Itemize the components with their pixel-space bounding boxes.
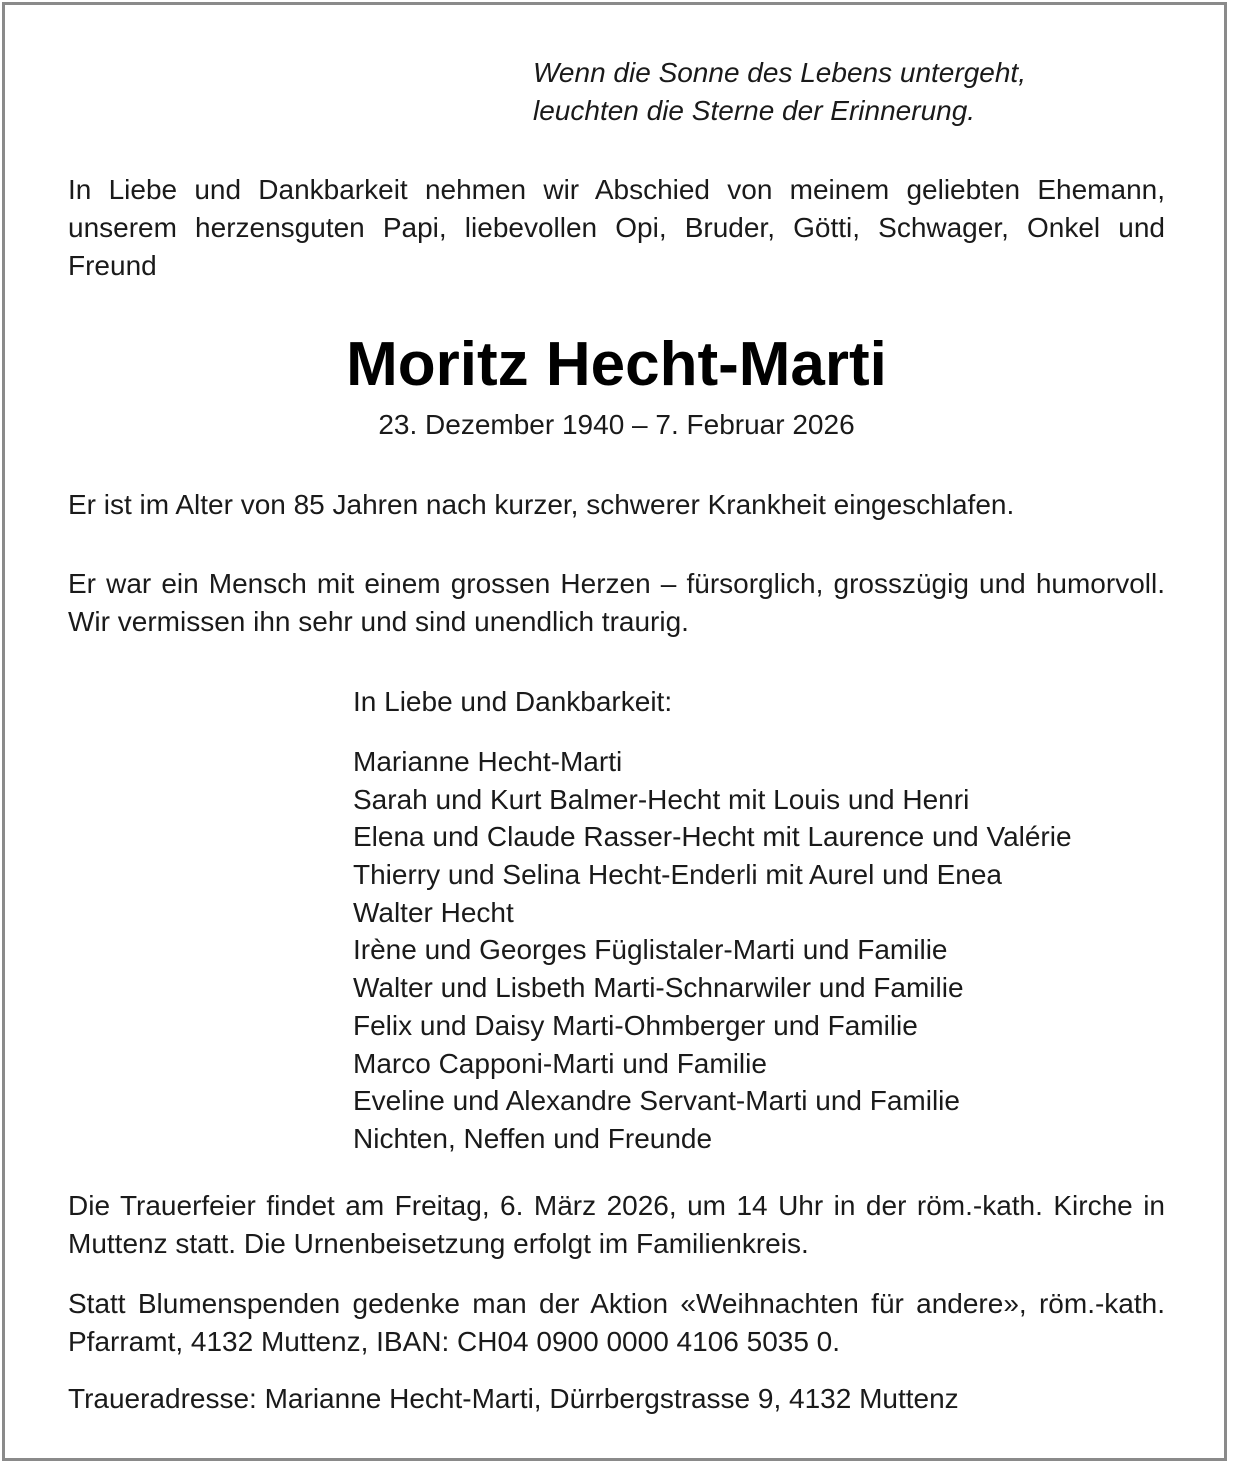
intro-text: In Liebe und Dankbarkeit nehmen wir Abschied von meinem geliebten Ehemann, unserem herzensguten Papi, liebevollen Opi, Bruder, Götti, Schwager, Onkel und Freund [68,174,1165,281]
motto-quote [533,54,1026,130]
mourning-address: Traueradresse: Marianne Hecht-Marti, Dürrbergstrasse 9, 4132 Muttenz [68,1383,959,1414]
family-member: Irène und Georges Füglistaler-Marti und Familie [353,934,948,966]
funeral-info: Die Trauerfeier findet am Freitag, 6. März 2026, um 14 Uhr in der röm.-kath. Kirche in Muttenz statt. Die Urnenbeisetzung erfolgt im Familienkreis. [68,1190,1165,1259]
motto-line: leuchten die Sterne der Erinnerung. [533,95,976,126]
donation-info: Statt Blumenspenden gedenke man der Aktion «Weihnachten für andere», röm.-kath. Pfarramt, 4132 Muttenz, IBAN: CH04 0900 0000 4106 5035 0. [68,1288,1165,1357]
age-statement: Er ist im Alter von 85 Jahren nach kurzer, schwerer Krankheit eingeschlafen. [68,489,1015,520]
motto-line: Wenn die Sonne des Lebens untergeht, [533,57,1026,88]
family-member: Nichten, Neffen und Freunde [353,1122,713,1154]
family-member: Felix und Daisy Marti-Ohmberger und Familie [353,1009,918,1041]
family-member: Elena und Claude Rasser-Hecht mit Laurence und Valérie [353,821,1072,853]
family-member: Marianne Hecht-Marti [353,746,623,777]
family-member: Marco Capponi-Marti und Familie [353,1047,767,1079]
family-member: Eveline und Alexandre Servant-Marti und Familie [353,1085,960,1117]
family-heading: In Liebe und Dankbarkeit: [353,686,673,717]
tribute-text: Er war ein Mensch mit einem grossen Herzen – fürsorglich, grosszügig und humorvoll. Wir vermissen ihn sehr und sind unendlich traurig. [68,568,1165,637]
family-list [353,743,1072,1158]
family-block [353,683,1072,1158]
family-member: Walter und Lisbeth Marti-Schnarwiler und Familie [353,972,964,1004]
family-member: Sarah und Kurt Balmer-Hecht mit Louis und Henri [353,783,970,815]
family-member: Thierry und Selina Hecht-Enderli mit Aurel und Enea [353,859,1003,891]
life-dates: 23. Dezember 1940 – 7. Februar 2026 [378,409,855,440]
deceased-name: Moritz Hecht-Marti [346,330,887,399]
family-member: Walter Hecht [353,896,514,928]
